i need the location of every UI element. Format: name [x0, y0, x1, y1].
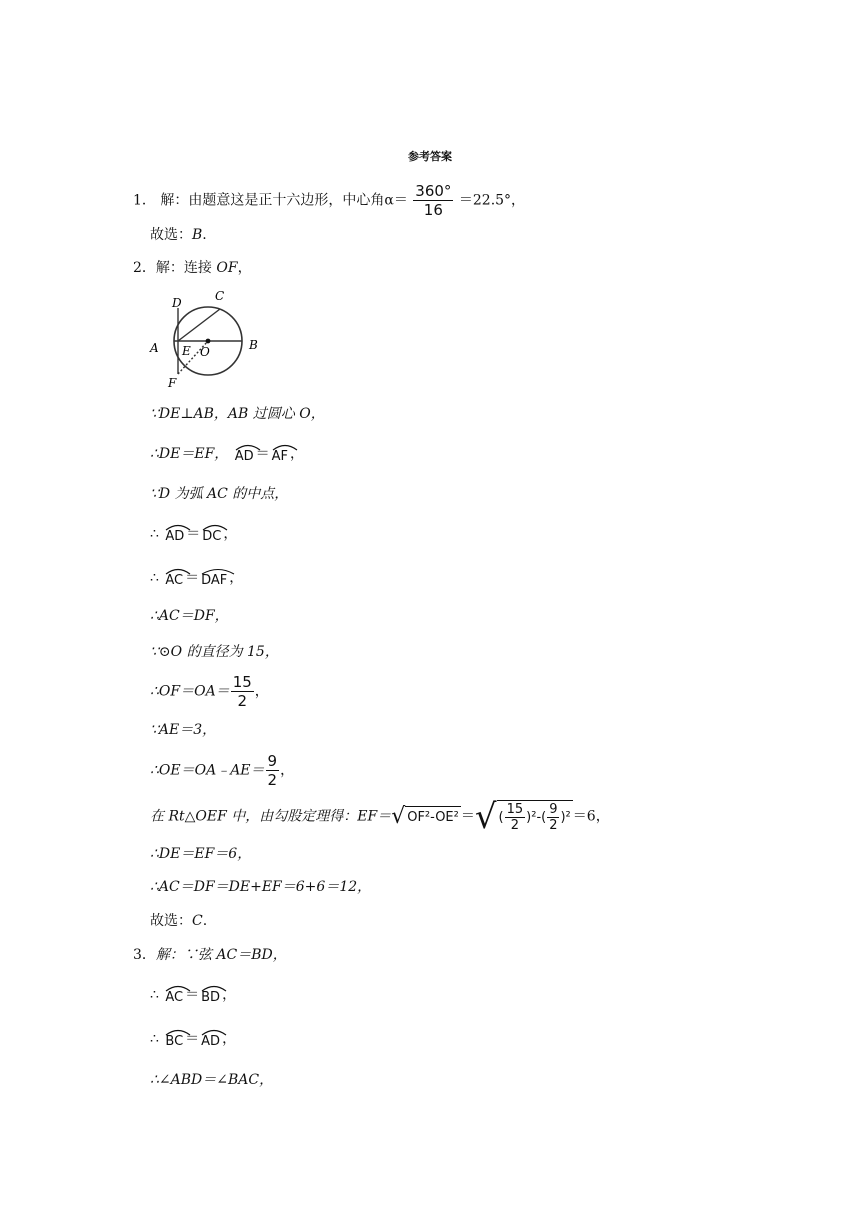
- equals: ＝: [186, 526, 201, 542]
- q2-line-8-text: ∴OF＝OA＝: [150, 683, 230, 700]
- arc-AC-label: AC: [165, 990, 184, 1005]
- numerator: 15: [232, 673, 252, 691]
- q3-lead-text: 解：∵弦 AC＝BD，: [155, 947, 287, 963]
- q2-choice-line: [150, 911, 207, 931]
- label-C: C: [215, 289, 225, 303]
- arc-BD: [201, 985, 220, 1005]
- q1-number: 1．: [133, 192, 156, 209]
- operator: )²-(: [526, 810, 547, 825]
- arc-AD-label: AD: [165, 529, 185, 544]
- q2-line-11: [150, 796, 610, 837]
- q1-choice: B: [192, 227, 203, 243]
- comma: ，: [280, 762, 295, 779]
- arc-DAF: [201, 568, 227, 588]
- sqrt-expression-2: [474, 796, 573, 837]
- therefore-symbol: ∴: [150, 987, 159, 1003]
- equals: ＝: [255, 446, 270, 462]
- q2-line-5: [150, 568, 243, 588]
- therefore-symbol: ∴: [150, 570, 159, 586]
- sqrt-expression-1: [391, 803, 461, 829]
- q2-line-12: ∴DE＝EF＝6，: [150, 846, 252, 862]
- equals: ＝: [460, 808, 475, 825]
- arc-AF-label: AF: [271, 449, 289, 464]
- q1-fraction: [413, 182, 453, 219]
- circle-diagram: [145, 288, 270, 393]
- therefore-symbol: ∴: [150, 1031, 159, 1047]
- period: .: [202, 913, 208, 929]
- denominator: 2: [510, 818, 520, 833]
- denominator: 2: [267, 771, 278, 789]
- q2-choice: C: [192, 913, 203, 929]
- radicand-1: OF²-OE²: [405, 806, 461, 828]
- arc-AD: [165, 524, 184, 544]
- fraction-15-over-2: [231, 673, 254, 710]
- q2-line-13: ∴AC＝DF＝DE+EF＝6+6＝12，: [150, 879, 372, 895]
- paren-squared: )²: [560, 810, 571, 825]
- arc-BD-label: BD: [201, 990, 221, 1005]
- fraction-15-over-2: [505, 802, 526, 833]
- arc-BC: [165, 1029, 183, 1049]
- q1-choice-line: [150, 225, 207, 245]
- comma: ，: [290, 446, 305, 462]
- label-E: E: [182, 344, 191, 358]
- label-B: B: [249, 338, 258, 352]
- q1-frac-denominator: 16: [423, 201, 443, 219]
- equals: ＝: [185, 570, 200, 586]
- q1-solution-line: [133, 182, 525, 219]
- arc-AC: [165, 568, 183, 588]
- arc-DC-label: DC: [202, 529, 222, 544]
- period: .: [202, 227, 207, 243]
- q2-line-9: ∵AE＝3，: [150, 722, 217, 738]
- q3-line-4: ∴∠ABD＝∠BAC，: [150, 1072, 274, 1088]
- label-D: D: [172, 296, 182, 310]
- radical-sign: √: [474, 796, 497, 837]
- q2-line-4: [150, 524, 237, 544]
- arc-AC: [165, 985, 183, 1005]
- arc-AD: [235, 444, 254, 464]
- fraction-9-over-2: [547, 802, 559, 833]
- comma: ，: [254, 683, 269, 700]
- q2-line-7: ∵⊙O 的直径为 15，: [150, 644, 279, 660]
- q3-line-3: [150, 1029, 236, 1049]
- arc-BC-label: BC: [165, 1034, 184, 1049]
- q2-lead-text: 解：连接: [155, 260, 217, 276]
- paren: (: [498, 810, 504, 825]
- q2-line-10-text: ∴OE＝OA﹣AE＝: [150, 762, 265, 779]
- q3-number: 3．: [133, 947, 156, 963]
- denominator: 2: [549, 818, 558, 833]
- therefore-symbol: ∴: [150, 526, 159, 542]
- q2-line-2: [150, 444, 304, 464]
- q2-line-8: [150, 673, 269, 710]
- q2-line-2-text: ∴DE＝EF，: [150, 446, 229, 462]
- numerator: 9: [549, 802, 558, 817]
- q3-solution-line: [133, 945, 287, 965]
- comma: ，: [222, 987, 237, 1003]
- label-A: A: [150, 341, 159, 355]
- q2-number: 2．: [133, 260, 156, 276]
- q2-line-10: [150, 752, 294, 789]
- comma: ，: [222, 1031, 237, 1047]
- equals: ＝: [185, 987, 200, 1003]
- numerator: 9: [267, 752, 278, 770]
- q3-line-2: [150, 985, 236, 1005]
- numerator: 15: [506, 802, 524, 817]
- q2-solution-line: [133, 258, 252, 278]
- q2-lead-var: OF: [216, 260, 238, 276]
- q2-line-11-text: 在 Rt△OEF 中，由勾股定理得：EF＝: [150, 808, 392, 825]
- q1-text: 解：由题意这是正十六边形，中心角α＝: [160, 192, 408, 209]
- label-F: F: [168, 376, 177, 390]
- comma: ，: [223, 526, 238, 542]
- arc-DC: [202, 524, 221, 544]
- result: ＝6，: [572, 808, 610, 825]
- arc-DAF-label: DAF: [201, 573, 228, 588]
- radical-sign: √: [391, 803, 406, 829]
- q2-line-1: ∵DE⊥AB，AB 过圆心 O，: [150, 406, 325, 422]
- arc-AC-label: AC: [165, 573, 184, 588]
- arc-AD: [201, 1029, 220, 1049]
- equals: ＝: [185, 1031, 200, 1047]
- arc-AD-label: AD: [234, 449, 254, 464]
- label-O: O: [200, 345, 210, 359]
- q1-result: ＝22.5°，: [458, 192, 526, 209]
- fraction-9-over-2: [266, 752, 280, 789]
- q2-line-6: ∴AC＝DF，: [150, 608, 229, 624]
- radicand-2: [497, 800, 573, 833]
- arc-AD-label: AD: [201, 1034, 221, 1049]
- comma: ，: [237, 260, 252, 276]
- page-title: 参考答案: [408, 150, 452, 163]
- denominator: 2: [237, 692, 247, 710]
- q1-frac-numerator: 360°: [415, 182, 452, 200]
- arc-AF: [272, 444, 288, 464]
- choice-prefix: 故选：: [150, 913, 192, 929]
- choice-prefix: 故选：: [150, 227, 192, 243]
- q2-line-3: ∵D 为弧 AC 的中点，: [150, 486, 289, 502]
- comma: ，: [229, 570, 244, 586]
